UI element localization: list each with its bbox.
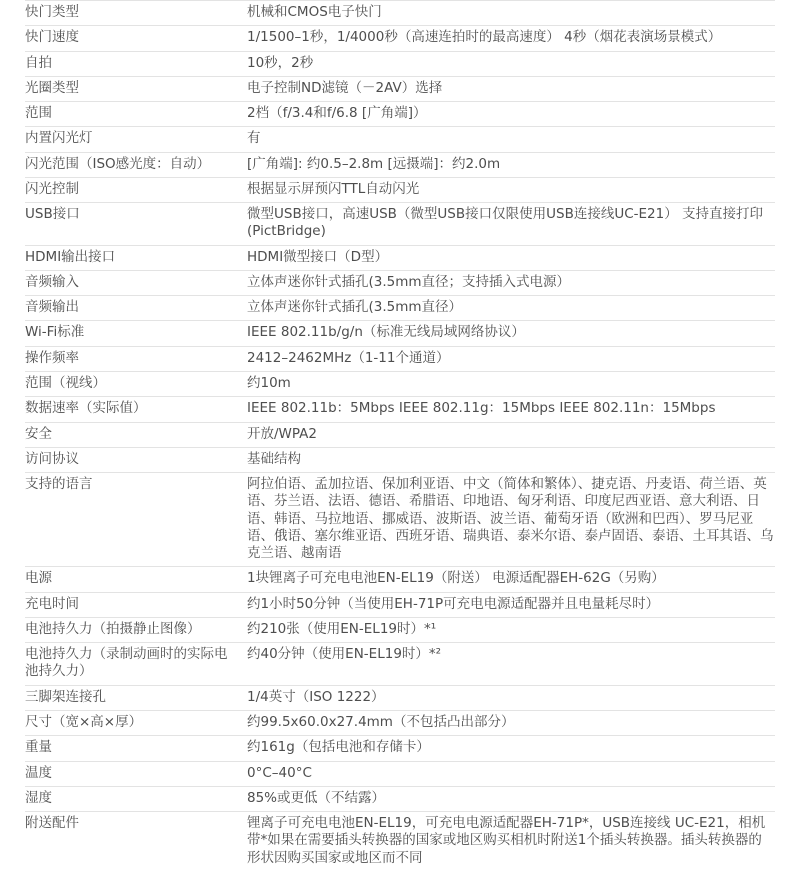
table-row [25,735,775,760]
table-row [25,761,775,786]
spec-label: 光圈类型 [25,79,79,96]
spec-label: 附送配件 [25,815,79,832]
spec-label: 三脚架连接孔 [25,688,106,705]
spec-label: 范围（视线） [25,374,106,391]
table-row [25,126,775,151]
spec-label: 音频输出 [25,299,79,316]
table-row [25,710,775,735]
spec-value: 机械和CMOS电子快门 [247,4,382,20]
table-row [25,566,775,591]
spec-label: USB接口 [25,206,80,223]
table-row [25,0,775,25]
spec-label: 重量 [25,739,52,756]
spec-value: 立体声迷你针式插孔(3.5mm直径；支持插入式电源） [247,273,571,290]
spec-value: 基础结构 [247,450,301,467]
spec-value: HDMI微型接口（D型） [247,248,389,265]
table-row [25,270,775,295]
spec-label: 闪光控制 [25,180,79,197]
table-row [25,101,775,126]
spec-value: 10秒，2秒 [247,54,314,71]
spec-value: IEEE 802.11b/g/n（标准无线局域网络协议） [247,324,525,341]
table-row [25,617,775,642]
spec-value: 约1小时50分钟（当使用EH-71P可充电电源适配器并且电量耗尽时） [247,595,660,612]
spec-label: Wi-Fi标准 [25,324,85,341]
spec-value: 微型USB接口，高速USB（微型USB接口仅限使用USB连接线UC-E21） 支持直接打印(PictBridge) [247,206,764,240]
table-row [25,685,775,710]
spec-value: 电子控制ND滤镜（－2AV）选择 [247,79,443,96]
spec-value: IEEE 802.11b：5Mbps IEEE 802.11g：15Mbps IEEE 802.11n：15Mbps [247,400,716,417]
table-row [25,76,775,101]
spec-value: 85%或更低（不结露） [247,789,386,806]
table-row [25,811,775,871]
spec-label: 内置闪光灯 [25,130,93,147]
spec-value: 约10m [247,374,291,391]
spec-label: 数据速率（实际值） [25,400,147,417]
spec-table [25,0,775,871]
table-row [25,472,775,566]
spec-value: 2档（f/3.4和f/6.8 [广角端]） [247,105,427,122]
spec-value: 约40分钟（使用EN-EL19时）*² [247,646,442,663]
spec-value: 约99.5x60.0x27.4mm（不包括凸出部分） [247,713,515,730]
table-row [25,396,775,421]
spec-value: 0°C–40°C [247,764,312,781]
table-row [25,295,775,320]
table-row [25,245,775,270]
spec-value: 有 [247,130,261,147]
spec-value: 1/4英寸（ISO 1222） [247,688,385,705]
table-row [25,642,775,685]
spec-value: 1/1500–1秒，1/4000秒（高速连拍时的最高速度） 4秒（烟花表演场景模式） [247,29,722,46]
spec-label: 电池持久力（拍摄静止图像） [25,620,201,637]
spec-value: [广角端]: 约0.5–2.8m [远摄端]：约2.0m [247,155,501,172]
spec-label: 闪光范围（ISO感光度：自动） [25,155,211,172]
spec-value: 2412–2462MHz（1-11个通道） [247,349,450,366]
spec-label: 湿度 [25,789,52,806]
table-row [25,320,775,345]
table-row [25,371,775,396]
spec-label: 尺寸（宽×高×厚） [25,713,143,730]
spec-value: 立体声迷你针式插孔(3.5mm直径） [247,299,463,316]
spec-label: 支持的语言 [25,476,93,493]
spec-label: 访问协议 [25,450,79,467]
spec-value: 锂离子可充电电池EN-EL19，可充电电源适配器EH-71P*，USB连接线 UC-E21，相机带*如果在需要插头转换器的国家或地区购买相机时附送1个插头转换器。插头转换器的形状因购买国家或地区而不同 [247,815,766,866]
spec-label: 音频输入 [25,273,79,290]
table-row [25,51,775,76]
table-row [25,202,775,245]
spec-value: 阿拉伯语、孟加拉语、保加利亚语、中文（简体和繁体）、捷克语、丹麦语、荷兰语、英语、芬兰语、法语、德语、希腊语、印地语、匈牙利语、印度尼西亚语、意大利语、日语、韩语、马拉地语、挪威语、波斯语、波兰语、葡萄牙语（欧洲和巴西）、罗马尼亚语、俄语、塞尔维亚语、西班牙语、瑞典语、泰米尔语、泰卢固语、泰语、土耳其语、乌克兰语、越南语 [247,476,774,562]
spec-label: 充电时间 [25,595,79,612]
spec-value: 1块锂离子可充电电池EN-EL19（附送） 电源适配器EH-62G（另购） [247,570,665,587]
table-row [25,25,775,50]
table-row [25,346,775,371]
spec-value: 开放/WPA2 [247,425,317,442]
spec-label: 快门速度 [25,29,79,46]
spec-value: 约161g（包括电池和存储卡） [247,739,430,756]
table-row [25,422,775,447]
spec-label: 快门类型 [25,4,79,20]
spec-label: 安全 [25,425,52,442]
spec-value: 约210张（使用EN-EL19时）*¹ [247,620,437,637]
spec-value: 根据显示屏预闪TTL自动闪光 [247,180,420,197]
table-row [25,447,775,472]
table-row [25,592,775,617]
spec-label: HDMI输出接口 [25,248,116,265]
spec-label: 电池持久力（录制动画时的实际电池持久力） [25,646,228,680]
spec-label: 范围 [25,105,52,122]
table-row [25,177,775,202]
table-row [25,152,775,177]
spec-label: 自拍 [25,54,52,71]
spec-label: 温度 [25,764,52,781]
spec-label: 电源 [25,570,52,587]
table-row [25,786,775,811]
spec-label: 操作频率 [25,349,79,366]
